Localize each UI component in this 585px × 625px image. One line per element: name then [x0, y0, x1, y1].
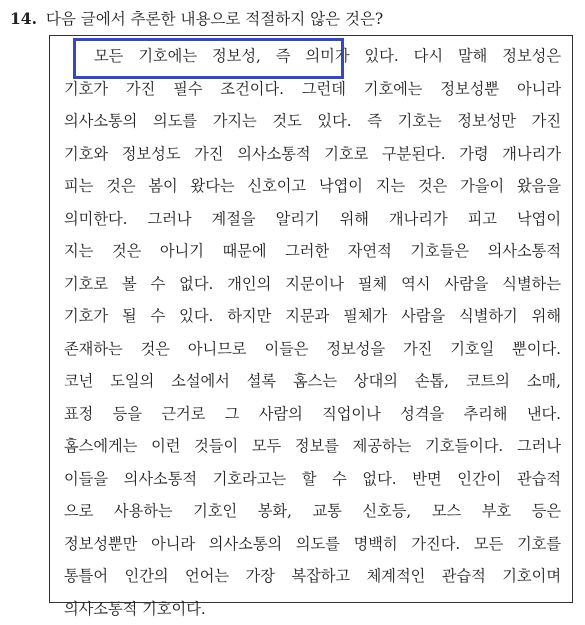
passage-line: 모든 기호에는 정보성, 즉 의미가 있다. 다시 말해 정보성은: [64, 40, 561, 73]
passage-line: 표정 등을 근거로 그 사람의 직업이나 성격을 추리해 낸다.: [64, 398, 561, 431]
question-text: 다음 글에서 추론한 내용으로 적절하지 않은 것은?: [46, 10, 383, 28]
passage-line: 피는 것은 봄이 왔다는 신호이고 낙엽이 지는 것은 가을이 왔음을: [64, 170, 561, 203]
passage-line: 이들을 의사소통적 기호라고는 할 수 없다. 반면 인간이 관습적: [64, 463, 561, 496]
passage-line: 기호로 볼 수 없다. 개인의 지문이나 필체 역시 사람을 식별하는: [64, 268, 561, 301]
passage-line: 의사소통의 의도를 가지는 것도 있다. 즉 기호는 정보성만 가진: [64, 105, 561, 138]
passage-line: 기호가 가진 필수 조건이다. 그런데 기호에는 정보성뿐 아니라: [64, 73, 561, 106]
passage-line: 의사소통적 기호이다.: [64, 593, 561, 625]
question-header: [10, 9, 383, 29]
question-number: 14.: [10, 9, 37, 28]
passage-line: 으로 사용하는 기호인 봉화, 교통 신호등, 모스 부호 등은: [64, 495, 561, 528]
passage-line: 홈스에게는 이런 것들이 모두 정보를 제공하는 기호들이다. 그러나: [64, 430, 561, 463]
passage-line: 기호와 정보성도 가진 의사소통적 기호로 구분된다. 가령 개나리가: [64, 138, 561, 171]
passage-line: 통틀어 인간의 언어는 가장 복잡하고 체계적인 관습적 기호이며: [64, 560, 561, 593]
passage-line: 지는 것은 아니기 때문에 그러한 자연적 기호들은 의사소통적: [64, 235, 561, 268]
passage-line: 기호가 될 수 있다. 하지만 지문과 필체가 사람을 식별하기 위해: [64, 300, 561, 333]
passage-line: 정보성뿐만 아니라 의사소통의 의도를 명백히 가진다. 모든 기호를: [64, 528, 561, 561]
passage-box: [49, 35, 573, 603]
passage-line: 의미한다. 그러나 계절을 알리기 위해 개나리가 피고 낙엽이: [64, 203, 561, 236]
passage-line: 존재하는 것은 아니므로 이들은 정보성을 가진 기호일 뿐이다.: [64, 333, 561, 366]
passage-line: 코넌 도일의 소설에서 셜록 홈스는 상대의 손톱, 코트의 소매,: [64, 365, 561, 398]
